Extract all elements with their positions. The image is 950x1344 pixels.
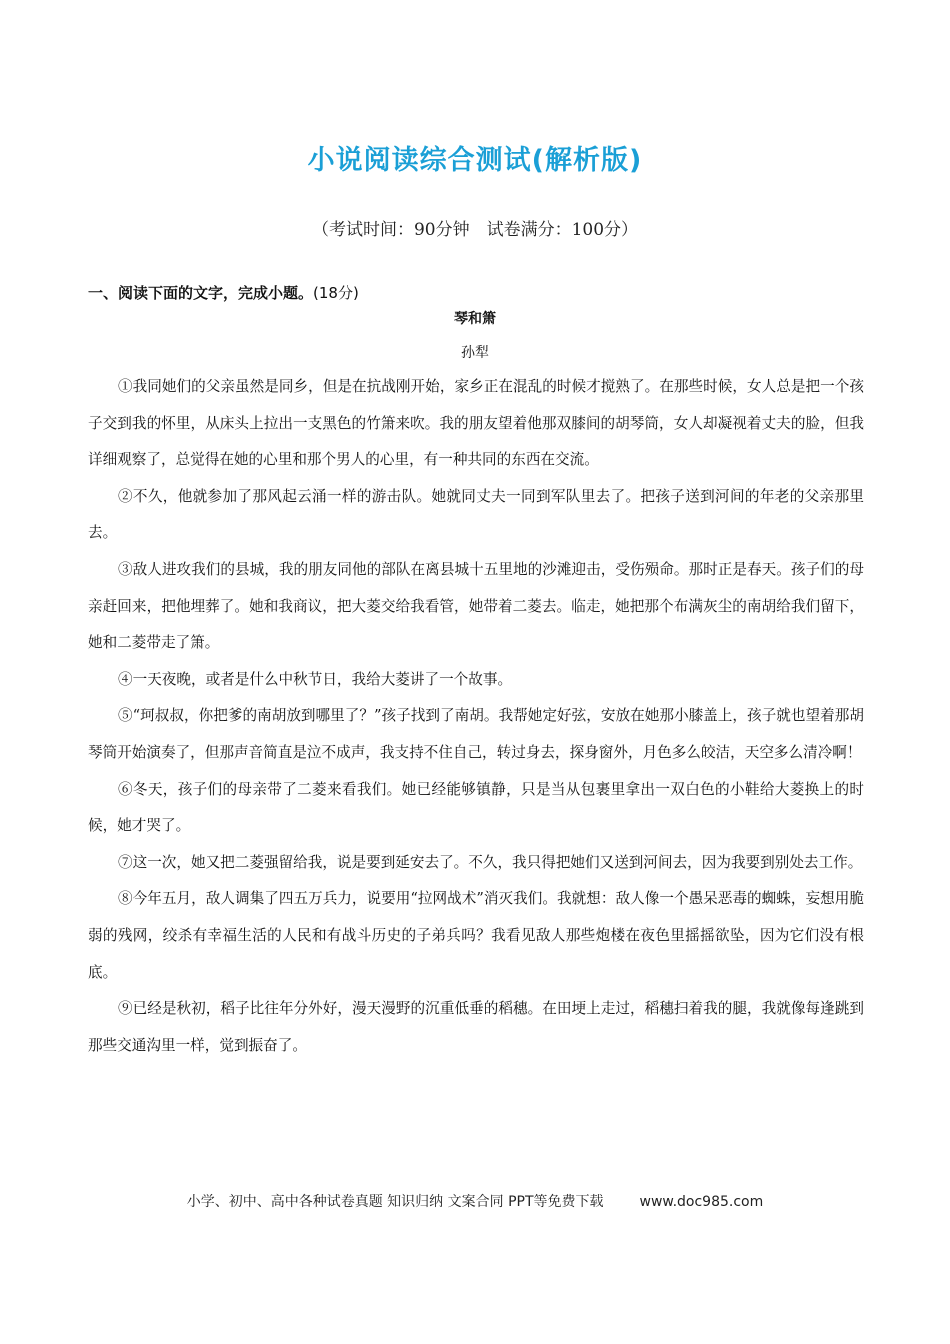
section-points: (18分) <box>313 284 359 302</box>
paragraph-2: ②不久，他就参加了那风起云涌一样的游击队。她就同丈夫一同到军队里去了。把孩子送到河间的年老的父亲那里去。 <box>88 487 864 542</box>
paragraph-7: ⑦这一次，她又把二菱强留给我，说是要到延安去了。不久，我只得把她们又送到河间去，因为我要到别处去工作。 <box>118 853 863 871</box>
exam-info: （考试时间：90分钟 试卷满分：100分） <box>311 220 639 240</box>
paragraph-4: ④一天夜晚，或者是什么中秋节日，我给大菱讲了一个故事。 <box>118 670 513 688</box>
passage-body <box>88 369 864 1064</box>
paragraph-6: ⑥冬天，孩子们的母亲带了二菱来看我们。她已经能够镇静，只是当从包裹里拿出一双白色的小鞋给大菱换上的时候，她才哭了。 <box>88 780 864 835</box>
paragraph-5: ⑤“珂叔叔，你把爹的南胡放到哪里了？”孩子找到了南胡。我帮她定好弦，安放在她那小膝盖上，孩子就也望着那胡琴筒开始演奏了，但那声音简直是泣不成声，我支持不住自己，转过身去，探身窗外，月色多么皎洁，天空多么清冷啊！ <box>88 707 864 761</box>
paragraph-1: ①我同她们的父亲虽然是同乡，但是在抗战刚开始，家乡正在混乱的时候才搅熟了。在那些时候，女人总是把一个孩子交到我的怀里，从床头上拉出一支黑色的竹箫来吹。我的朋友望着他那双膝间的胡琴筒，女人却凝视着丈夫的脸，但我详细观察了，总觉得在她的心里和那个男人的心里，有一种共同的东西在交流。 <box>88 378 864 469</box>
passage-author: 孙犁 <box>461 345 489 361</box>
paragraph-8: ⑧今年五月，敌人调集了四五万兵力，说要用“拉网战术”消灭我们。我就想：敌人像一个愚呆恶毒的蜘蛛，妄想用脆弱的残网，绞杀有幸福生活的人民和有战斗历史的子弟兵吗？我看见敌人那些炮楼在夜色里摇摇欲坠，因为它们没有根底。 <box>88 890 864 981</box>
page-footer <box>0 1191 950 1211</box>
document-title: 小说阅读综合测试(解析版) <box>307 145 643 176</box>
paragraph-3: ③敌人进攻我们的县城，我的朋友同他的部队在离县城十五里地的沙滩迎击，受伤殒命。那时正是春天。孩子们的母亲赶回来，把他埋葬了。她和我商议，把大菱交给我看管，她带着二菱去。临走，她把那个布满灰尘的南胡给我们留下，她和二菱带走了箫。 <box>88 560 864 652</box>
section-heading-text: 一、阅读下面的文字，完成小题。 <box>88 284 314 302</box>
footer-text: 小学、初中、高中各种试卷真题 知识归纳 文案合同 PPT等免费下载 <box>186 1194 604 1210</box>
section-heading <box>88 282 359 303</box>
footer-site-link[interactable]: www.doc985.com <box>639 1194 764 1210</box>
paragraph-9: ⑨已经是秋初，稻子比往年分外好，漫天漫野的沉重低垂的稻穗。在田埂上走过，稻穗扫着我的腿，我就像每逢跳到那些交通沟里一样，觉到振奋了。 <box>88 1000 864 1054</box>
passage-title: 琴和箫 <box>454 311 496 327</box>
